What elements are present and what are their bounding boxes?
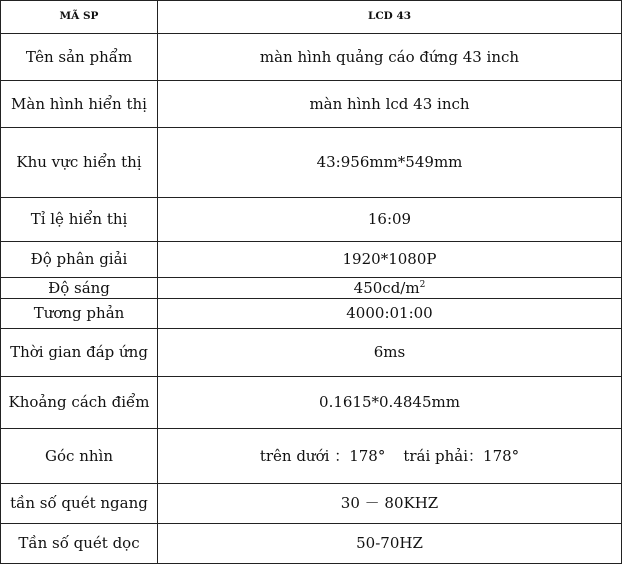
- row-value-brightness: [158, 278, 622, 299]
- row-value-aspect-ratio: 16:09: [158, 198, 622, 242]
- row-value-product-name: màn hình quảng cáo đứng 43 inch: [158, 34, 622, 81]
- row-value-response-time: 6ms: [158, 329, 622, 377]
- row-label-brightness: Độ sáng: [1, 278, 158, 299]
- viewing-angle-vertical: trên dưới ：178°: [259, 446, 386, 465]
- brightness-superscript: 2: [419, 279, 426, 290]
- table-row: [1, 484, 622, 524]
- row-label-resolution: Độ phân giải: [1, 242, 158, 278]
- table-row: [1, 329, 622, 377]
- row-label-display-area: Khu vực hiển thị: [1, 128, 158, 198]
- header-value-cell: LCD 43: [158, 1, 622, 34]
- row-value-viewing-angle: [158, 429, 622, 484]
- table-row: [1, 242, 622, 278]
- row-label-response-time: Thời gian đáp ứng: [1, 329, 158, 377]
- row-value-vertical-frequency: 50-70HZ: [158, 524, 622, 564]
- brightness-value: 450cd/m: [353, 278, 420, 297]
- row-value-horizontal-frequency: 30 － 80KHZ: [158, 484, 622, 524]
- table-row: [1, 429, 622, 484]
- row-value-contrast: 4000:01:00: [158, 299, 622, 329]
- row-value-pixel-pitch: 0.1615*0.4845mm: [158, 377, 622, 429]
- row-label-vertical-frequency: Tần số quét dọc: [1, 524, 158, 564]
- row-label-aspect-ratio: Tỉ lệ hiển thị: [1, 198, 158, 242]
- table-row: [1, 377, 622, 429]
- row-label-pixel-pitch: Khoảng cách điểm: [1, 377, 158, 429]
- table-row: [1, 198, 622, 242]
- row-label-display-screen: Màn hình hiển thị: [1, 81, 158, 128]
- row-value-display-area: 43:956mm*549mm: [158, 128, 622, 198]
- table-header-row: [1, 1, 622, 34]
- row-value-resolution: 1920*1080P: [158, 242, 622, 278]
- table-row: [1, 524, 622, 564]
- table-row: [1, 34, 622, 81]
- header-label-cell: MÃ SP: [1, 1, 158, 34]
- row-label-product-name: Tên sản phẩm: [1, 34, 158, 81]
- row-label-contrast: Tương phản: [1, 299, 158, 329]
- viewing-angle-horizontal: trái phải：178°: [403, 446, 520, 465]
- row-value-display-screen: màn hình lcd 43 inch: [158, 81, 622, 128]
- table-row: [1, 128, 622, 198]
- table-row: [1, 299, 622, 329]
- table-row: [1, 81, 622, 128]
- row-label-viewing-angle: Góc nhìn: [1, 429, 158, 484]
- row-label-horizontal-frequency: tần số quét ngang: [1, 484, 158, 524]
- table-row: [1, 278, 622, 299]
